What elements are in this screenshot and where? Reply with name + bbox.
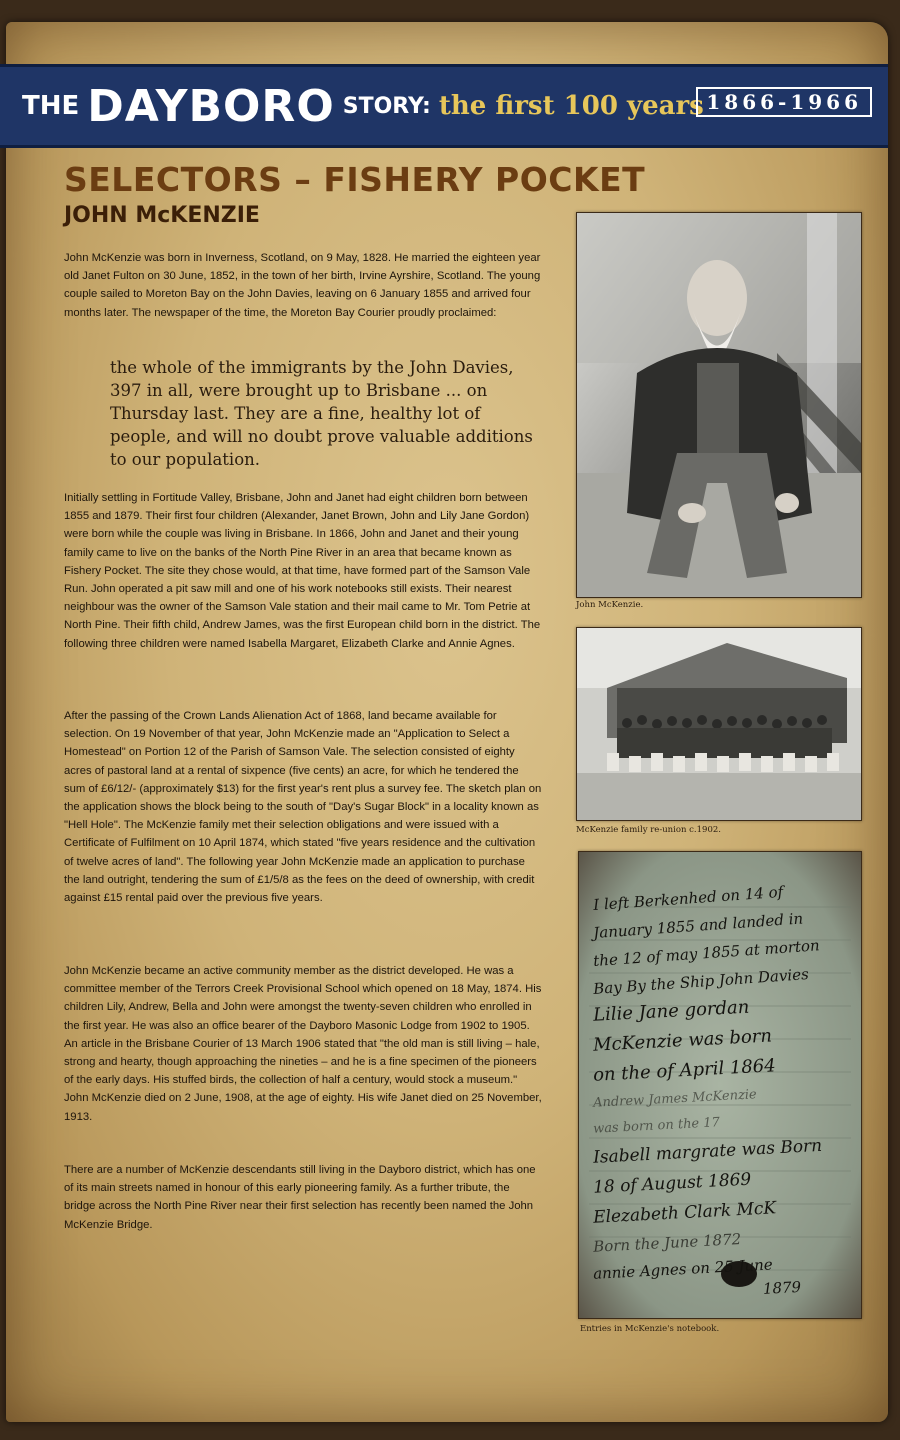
paragraph-5: There are a number of McKenzie descendants still living in the Dayboro district, which has one of its main streets named in honour of this early pioneering family. As a further tribute, the bridge across the North Pine River near their first selection has recently been named the John McKenzie Bridge. bbox=[64, 1164, 536, 1231]
notebook-line: 18 of August 1869 bbox=[592, 1169, 752, 1198]
paragraph-3: After the passing of the Crown Lands Alienation Act of 1868, land became available for selection. On 19 November of that year, John McKenzie made an "Application to Select a Homestead" on Portion 12 of the Parish of Samson Vale. The selection consisted of eighty acres of pastoral land at a rental of sixpence (five cents) an acre, for which he tendered the sum of £6/12/- (approximately $13) for the first year's rent plus a survey fee. The sketch plan on the application shows the block being to the south of "Day's Sugar Block" in a locality known as "Hell Hole". The McKenzie family met their selection obligations and were issued with a Certificate of Fulfilment on 10 April 1874, which stated "five years residence and the cultivation of twelve acres of land". The following year John McKenzie made an application to purchase the land outright, tendering the sum of £1/5/8 as the fees on the deed of ownership, with credit against £15 rental paid over the previous five years. bbox=[64, 710, 542, 905]
notebook-text bbox=[593, 882, 853, 1302]
notebook-line: Andrew James McKenzie bbox=[592, 1087, 758, 1111]
notebook-line: Elezabeth Clark McK bbox=[592, 1198, 777, 1228]
portrait-photo bbox=[576, 212, 862, 598]
notebook-line: on the of April 1864 bbox=[592, 1055, 777, 1086]
notebook-line: Bay By the Ship John Davies bbox=[592, 965, 810, 999]
masthead-story: STORY: bbox=[342, 93, 431, 119]
notebook-line: 1879 bbox=[762, 1277, 802, 1298]
masthead-years: 1866-1966 bbox=[696, 87, 872, 117]
page-title: SELECTORS – FISHERY POCKET bbox=[64, 160, 646, 199]
notebook-caption: Entries in McKenzie's notebook. bbox=[580, 1324, 720, 1334]
portrait-caption: John McKenzie. bbox=[576, 600, 644, 610]
paragraph-2: Initially settling in Fortitude Valley, Brisbane, John and Janet had eight children born between 1855 and 1879. Their first four children (Alexander, Janet Brown, John and Lily Jane Gordon) were born while the couple was living in Brisbane. In 1866, John and Janet and their young family came to live on the banks of the North Pine River in an area that became known as Fishery Pocket. The site they chose would, at that time, have formed part of the Samson Vale Run. John operated a pit saw mill and one of his work notebooks still exists. Their nearest neighbour was the owner of the Samson Vale station and their mail came to Mr. Tom Petrie at North Pine. Their fifth child, Andrew James, was the first European child born in the district. The following three children were named Isabella Margaret, Elizabeth Clarke and Annie Agnes. bbox=[64, 492, 541, 650]
notebook-line: I left Berkenhed on 14 of bbox=[592, 882, 784, 915]
notebook-line: annie Agnes on 25 June bbox=[592, 1255, 774, 1283]
notebook-photo bbox=[578, 851, 862, 1319]
paragraph-4: John McKenzie became an active community member as the district developed. He was a committee member of the Terrors Creek Provisional School which opened on 18 May, 1874. His children Lily, Andrew, Bella and John were amongst the twenty-seven children who enrolled in the first year. He was also an office bearer of the Dayboro Masonic Lodge from 1902 to 1905. An article in the Brisbane Courier of 13 March 1906 stated that "the old man is still living – hale, strong and hearty, though approaching the nineties – and he is a fine specimen of the pioneers of the early days. His stuffed birds, the collection of half a century, would stock a museum." John McKenzie died on 2 June, 1908, at the age of eighty. His wife Janet died on 25 November, 1913. bbox=[64, 965, 542, 1123]
masthead-dayboro: DAYBORO bbox=[87, 80, 335, 132]
reunion-caption: McKenzie family re-union c.1902. bbox=[576, 825, 721, 835]
portrait-image bbox=[577, 213, 861, 597]
notebook-line: McKenzie was born bbox=[592, 1025, 773, 1056]
notebook-line: January 1855 and landed in bbox=[592, 909, 804, 943]
notebook-line: Lilie Jane gordan bbox=[592, 996, 750, 1026]
notebook-line: Isabell margrate was Born bbox=[592, 1135, 823, 1168]
newspaper-quote: the whole of the immigrants by the John Davies, 397 in all, were brought up to Brisbane ... on Thursday last. They are a fine, healthy lot of people, and will no doubt prove valuable additions to our population. bbox=[110, 358, 533, 469]
reunion-photo bbox=[576, 627, 862, 821]
notebook-line: the 12 of may 1855 at morton bbox=[592, 936, 821, 971]
masthead-subtitle: the first 100 years bbox=[438, 91, 704, 121]
notebook-line: Born the June 1872 bbox=[592, 1230, 742, 1256]
notebook-line: was born on the 17 bbox=[592, 1115, 721, 1137]
masthead-the: THE bbox=[22, 91, 80, 121]
paragraph-1: John McKenzie was born in Inverness, Scotland, on 9 May, 1828. He married the eighteen year old Janet Fulton on 30 June, 1852, in the town of her birth, Irvine Ayrshire, Scotland. The young couple sailed to Moreton Bay on the John Davies, leaving on 6 January 1855 and arrived four months later. The newspaper of the time, the Moreton Bay Courier proudly proclaimed: bbox=[64, 252, 541, 319]
masthead-banner bbox=[0, 64, 888, 148]
page-subtitle: JOHN McKENZIE bbox=[64, 203, 260, 228]
reunion-image bbox=[577, 628, 861, 820]
